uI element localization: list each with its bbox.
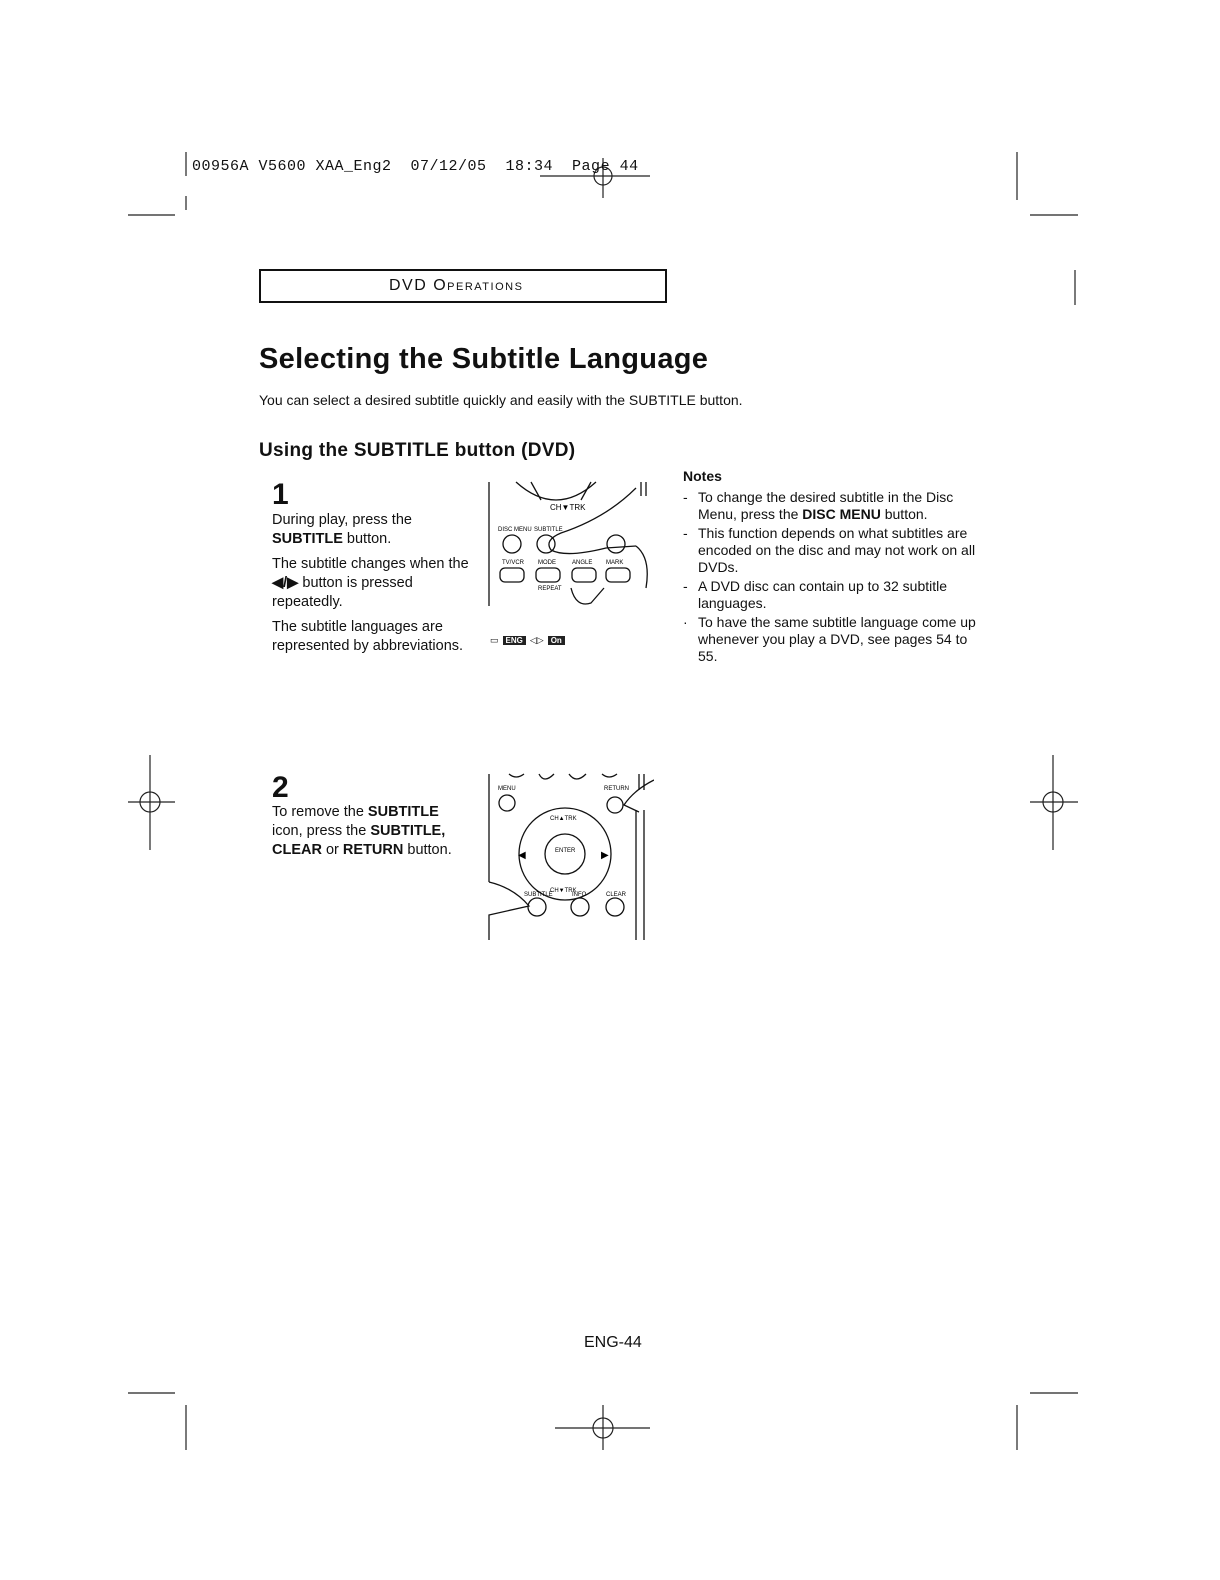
intro-text: You can select a desired subtitle quickly and easily with the SUBTITLE button. [259, 392, 743, 408]
finger-icon [549, 488, 636, 554]
remote2-menu: MENU [498, 786, 516, 792]
note-item: - A DVD disc can contain up to 32 subtitle languages. [683, 578, 948, 611]
page-title: Selecting the Subtitle Language [259, 343, 709, 375]
angle-button [572, 568, 596, 582]
step-1-p3: The subtitle languages are represented by abbreviations. [272, 619, 464, 654]
nav-right-icon: ▶ [601, 850, 609, 861]
mode-button [536, 568, 560, 582]
step-2-b4: RETURN [342, 842, 404, 858]
step-2-number: 2 [272, 771, 289, 804]
remote1-mode: MODE [538, 560, 556, 566]
menu-button [499, 795, 515, 811]
remote1-mark: MARK [606, 560, 624, 566]
remote1-subtitle: SUBTITLE [534, 527, 563, 533]
mark-button [606, 568, 630, 582]
step-2-text [272, 803, 462, 860]
note-item: - To change the desired subtitle in the Disc Menu, press the DISC MENU button. [683, 489, 954, 522]
clear-button [606, 898, 624, 916]
remote1-ch-trk: CH▼TRK [550, 503, 586, 512]
notes-list [683, 489, 983, 667]
note-item: - This function depends on what subtitles are encoded on the disc and may not work on all DVDs. [683, 525, 976, 575]
nav-left-icon: ◀ [518, 850, 526, 861]
remote1-tvvcr: TV/VCR [502, 560, 525, 566]
step-1-p1-pre: During play, press the [272, 512, 412, 528]
note-1-post: button. [884, 506, 928, 522]
note-1-bold: DISC MENU [802, 506, 881, 522]
return-button [607, 797, 623, 813]
note-2: This function depends on what subtitles are encoded on the disc and may not work on all DVDs. [698, 525, 976, 575]
step-2-b1: SUBTITLE [367, 804, 439, 820]
notes-title: Notes [683, 468, 722, 484]
osd-arrows-icon: ◁▷ [529, 635, 544, 645]
step-1-text [272, 511, 472, 662]
subtitle-button-2 [528, 898, 546, 916]
print-header: 00956A V5600 XAA_Eng2 07/12/05 18:34 Page 44 [192, 158, 639, 175]
section-header-box [259, 269, 667, 303]
remote2-enter: ENTER [555, 848, 576, 854]
step-2-t3: or [325, 842, 339, 858]
step-2-t4: button. [407, 842, 452, 858]
remote1-disc-menu: DISC MENU [498, 527, 532, 533]
remote-button-3 [607, 535, 625, 553]
enter-button [545, 834, 585, 874]
remote1-angle: ANGLE [572, 560, 593, 566]
remote2-return: RETURN [604, 786, 629, 792]
note-3: A DVD disc can contain up to 32 subtitle languages. [698, 578, 948, 611]
finger-icon-2 [489, 882, 529, 920]
remote1-repeat: REPEAT [538, 586, 562, 592]
note-item: · To have the same subtitle language come up whenever you play a DVD, see pages 54 to 55. [683, 614, 976, 664]
remote2-subtitle: SUBTITLE [524, 892, 553, 898]
disc-menu-button [503, 535, 521, 553]
osd-language-tag: ENG [503, 636, 526, 645]
remote2-clear: CLEAR [606, 892, 627, 898]
step-1-p1-post: button. [346, 531, 392, 547]
info-button [571, 898, 589, 916]
remote-illustration-1 [486, 478, 666, 613]
note-1-pre: To change the desired subtitle in the Disc Menu, press the [698, 489, 954, 522]
step-2-b2: SUBTITLE, [370, 823, 446, 839]
subtitle-osd [490, 635, 565, 646]
page-number: ENG-44 [584, 1334, 642, 1351]
remote2-ch-up: CH▲TRK [550, 816, 577, 822]
remote2-info: INFO [572, 892, 587, 898]
tvvcr-button [500, 568, 524, 582]
step-1-number: 1 [272, 478, 289, 511]
osd-state-tag: On [548, 636, 565, 645]
subtitle-osd-icon: ▭ [490, 635, 499, 645]
subheading: Using the SUBTITLE button (DVD) [259, 440, 576, 461]
step-1-p2-post: button is pressed repeatedly. [272, 575, 413, 610]
remote2-ch-down: CH▼TRK [550, 888, 577, 894]
arrow-left-right-icon: ◀/▶ [272, 575, 299, 591]
step-1-p1-bold: SUBTITLE [272, 531, 343, 547]
note-4: To have the same subtitle language come up whenever you play a DVD, see pages 54 to 55. [698, 614, 976, 664]
step-1-p2-pre: The subtitle changes when the [272, 556, 469, 572]
step-2-t1: To remove the [272, 804, 364, 820]
section-label: DVD Operations [389, 277, 524, 294]
remote-illustration-2 [484, 770, 654, 942]
step-2-t2: icon, press the [272, 823, 367, 839]
step-2-b3: CLEAR [272, 842, 322, 858]
